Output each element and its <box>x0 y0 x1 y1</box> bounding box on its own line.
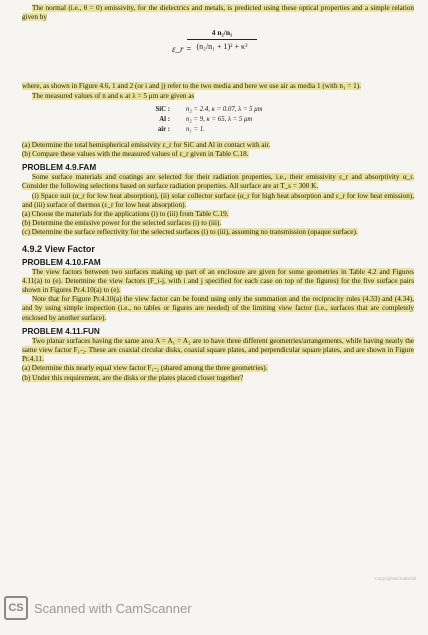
emissivity-equation <box>22 22 414 82</box>
intro-paragraph: The normal (i.e., θ = 0) emissivity, for the dielectrics and metals, is predicted using these optical properties and a simple relation given by <box>22 4 414 22</box>
fraction-bar <box>187 39 257 40</box>
copyright-notice: Copyrighted material <box>374 576 416 581</box>
equation-numerator: 4 n₂/n₁ <box>211 28 233 38</box>
question-b: (b) Determine the emissive power for the selected surfaces (i) to (iii). <box>22 219 222 228</box>
problem-title: PROBLEM 4.10.FAM <box>22 257 101 267</box>
problem-body: Some surface materials and coatings are selected for their radiation properties, i.e., their emissivity ε_r and absorptivity α_r. Consider the following selections based on surface radiation properties. All surface are at T_s = 300 K. <box>22 173 414 191</box>
problem-items: (i) Space suit (α_r for low heat absorption), (ii) solar collector surface (α_r for high heat absorption and ε_r for low heat emission), and (iii) surface of thermos (ε_r for low heat absorption). <box>22 191 414 209</box>
equation-lhs: ε_r = <box>172 44 192 55</box>
problem-body: Two planar surfaces having the same area A = A₁ = A₂ are to have three different geometries/arrangements, while having nearly the same view factor F₁-₂. These are coaxial circular disks, coaxial square plates, and perpendicular square plates, and are shown in Figure Pr.4.11. <box>22 336 414 364</box>
problem-body: The view factors between two surfaces making up part of an enclosure are given for some geometries in Table 4.2 and Figures 4.11(a) to (e). Determine the view factors (F_i-j, with i and j specified for each case on top of the figures) for the five surface pairs shown in Figures Pr.4.10(a) to (e). <box>22 267 414 295</box>
watermark-text: Scanned with CamScanner <box>34 600 192 616</box>
scanner-watermark <box>4 596 192 620</box>
measured-values-intro: The measured values of n and κ at λ = 5 μm are given as <box>32 91 195 100</box>
section-title: 4.9.2 View Factor <box>22 243 95 254</box>
question-b: (b) Under this requirement, are the disks or the plates placed closer together? <box>22 373 244 382</box>
question-a: (a) Determine this nearly equal view factor F₁-₂ (shared among the three geometries). <box>22 364 268 373</box>
problem-note: Note that for Figure Pr.4.10(a) the view factor can be found using only the summation and the reciprocity rules (4.33) and (4.34), and by using simple inspection (i.e., no tables or figures are needed) of the limiting view factor (i.e., surfaces that are completely enclosed by another surface). <box>22 295 414 322</box>
problem-title: PROBLEM 4.11.FUN <box>22 326 100 336</box>
where-paragraph: where, as shown in Figure 4.6, 1 and 2 (or i and j) refer to the two media and here we use air as media 1 (with n₁ = 1). <box>22 82 361 91</box>
question-c: (c) Determine the surface reflectivity for the selected surfaces (i) to (iii), assuming no transmission (opaque surface). <box>22 228 358 237</box>
camscanner-logo-icon: CS <box>4 596 28 620</box>
problem-title: PROBLEM 4.9.FAM <box>22 163 97 173</box>
question-a: (a) Choose the materials for the applications (i) to (iii) from Table C.19. <box>22 210 229 219</box>
equation-denominator: (n₂/n₁ + 1)² + κ² <box>196 42 248 52</box>
property-row: SiC : n₂ = 2.4, κ = 0.07, λ = 5 μm <box>155 105 263 113</box>
properties-table <box>140 105 414 135</box>
property-row: air : n₁ = 1. <box>157 125 205 133</box>
document-page <box>22 4 414 383</box>
property-row: Al : n₂ = 9, κ = 65, λ = 5 μm <box>159 115 253 123</box>
question-a: (a) Determine the total hemispherical emissivity ε_r for SiC and Al in contact with air. <box>22 140 271 149</box>
question-b: (b) Compare these values with the measured values of ε_r given in Table C.18. <box>22 150 249 159</box>
equation-fraction <box>187 28 257 51</box>
